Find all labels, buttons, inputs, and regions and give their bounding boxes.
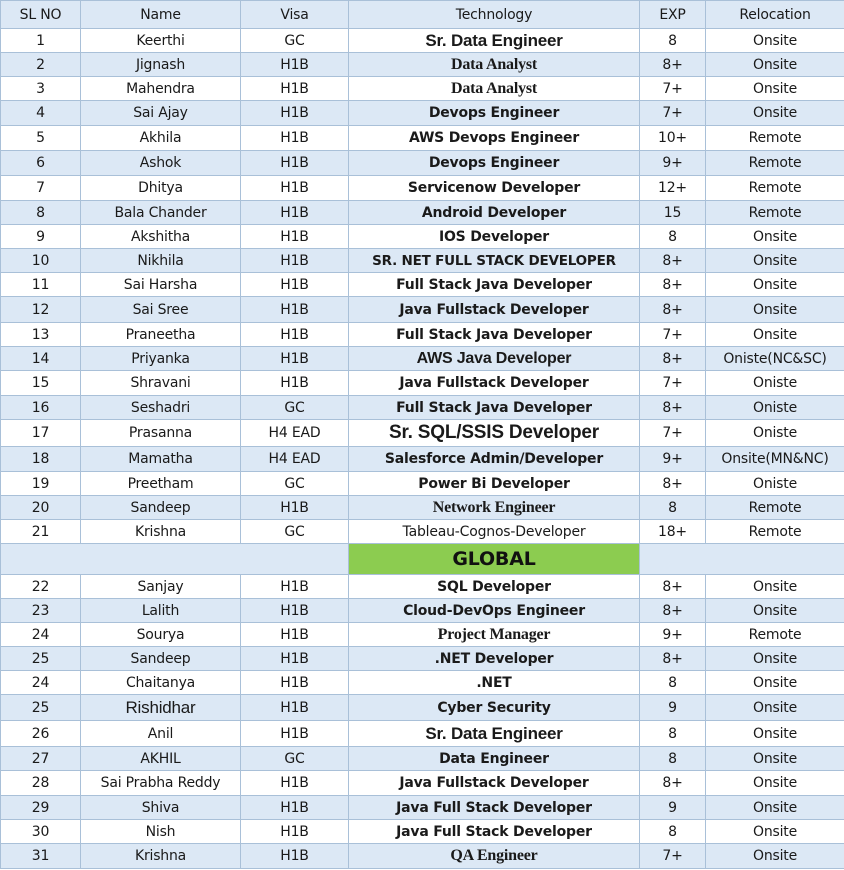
cell-exp: 7+ [640, 77, 706, 101]
cell-relocation: Onsite [706, 297, 844, 323]
cell-technology: IOS Developer [349, 225, 640, 249]
table-row [1, 201, 844, 225]
table-row [1, 249, 844, 273]
header-sl-no: SL NO [1, 1, 81, 29]
cell-exp: 8 [640, 820, 706, 844]
table-row [1, 771, 844, 796]
cell-technology: QA Engineer [349, 844, 640, 869]
header-name: Name [81, 1, 241, 29]
cell-name: Mahendra [81, 77, 241, 101]
cell-sl: 9 [1, 225, 81, 249]
cell-relocation: Onsite [706, 796, 844, 820]
cell-visa: H1B [241, 647, 349, 671]
table-row [1, 151, 844, 176]
cell-visa: H1B [241, 771, 349, 796]
cell-exp: 8 [640, 747, 706, 771]
cell-sl: 5 [1, 126, 81, 151]
cell-exp: 7+ [640, 101, 706, 126]
cell-name: Bala Chander [81, 201, 241, 225]
cell-name: Praneetha [81, 323, 241, 347]
cell-relocation: Onsite [706, 599, 844, 623]
cell-technology: Sr. Data Engineer [349, 29, 640, 53]
cell-sl: 19 [1, 472, 81, 496]
cell-relocation: Oniste [706, 420, 844, 447]
cell-sl: 13 [1, 323, 81, 347]
cell-relocation: Onsite [706, 647, 844, 671]
cell-technology: Android Developer [349, 201, 640, 225]
cell-visa: GC [241, 396, 349, 420]
cell-visa: H1B [241, 151, 349, 176]
cell-sl: 15 [1, 371, 81, 396]
cell-visa: GC [241, 747, 349, 771]
cell-exp: 12+ [640, 176, 706, 201]
header-row [1, 1, 844, 29]
cell-technology: Java Fullstack Developer [349, 771, 640, 796]
cell-technology: Java Full Stack Developer [349, 796, 640, 820]
cell-technology: Java Fullstack Developer [349, 371, 640, 396]
cell-sl: 8 [1, 201, 81, 225]
cell-technology: Cyber Security [349, 695, 640, 721]
cell-sl: 23 [1, 599, 81, 623]
cell-exp: 9 [640, 695, 706, 721]
table-row [1, 623, 844, 647]
section-spacer-right [640, 544, 844, 575]
section-label-global: GLOBAL [349, 544, 640, 575]
table-row [1, 273, 844, 297]
cell-name: Sai Harsha [81, 273, 241, 297]
cell-relocation: Onsite [706, 844, 844, 869]
cell-exp: 15 [640, 201, 706, 225]
cell-relocation: Onsite [706, 721, 844, 747]
cell-sl: 21 [1, 520, 81, 544]
cell-sl: 29 [1, 796, 81, 820]
cell-sl: 27 [1, 747, 81, 771]
cell-visa: H1B [241, 796, 349, 820]
cell-name: Mamatha [81, 447, 241, 472]
cell-relocation: Onsite [706, 671, 844, 695]
cell-sl: 3 [1, 77, 81, 101]
table-row [1, 671, 844, 695]
cell-relocation: Onsite(MN&NC) [706, 447, 844, 472]
cell-exp: 8+ [640, 347, 706, 371]
cell-relocation: Remote [706, 520, 844, 544]
cell-relocation: Remote [706, 201, 844, 225]
table-row [1, 225, 844, 249]
cell-exp: 8+ [640, 771, 706, 796]
cell-relocation: Remote [706, 496, 844, 520]
cell-exp: 8+ [640, 396, 706, 420]
cell-name: Priyanka [81, 347, 241, 371]
cell-sl: 24 [1, 671, 81, 695]
cell-sl: 18 [1, 447, 81, 472]
table-row [1, 347, 844, 371]
cell-sl: 25 [1, 647, 81, 671]
cell-technology: Power Bi Developer [349, 472, 640, 496]
cell-technology: Devops Engineer [349, 101, 640, 126]
table-row [1, 297, 844, 323]
cell-name: Preetham [81, 472, 241, 496]
cell-technology: AWS Devops Engineer [349, 126, 640, 151]
cell-sl: 1 [1, 29, 81, 53]
cell-exp: 8+ [640, 249, 706, 273]
cell-exp: 9 [640, 796, 706, 820]
table-row [1, 647, 844, 671]
cell-name: Shiva [81, 796, 241, 820]
cell-exp: 18+ [640, 520, 706, 544]
cell-visa: H1B [241, 623, 349, 647]
cell-visa: H1B [241, 844, 349, 869]
cell-name: Jignash [81, 53, 241, 77]
table-row [1, 77, 844, 101]
table-row [1, 695, 844, 721]
cell-exp: 8+ [640, 599, 706, 623]
cell-relocation: Onsite [706, 225, 844, 249]
cell-relocation: Onsite [706, 77, 844, 101]
cell-technology: Network Engineer [349, 496, 640, 520]
header-relocation: Relocation [706, 1, 844, 29]
table-row [1, 420, 844, 447]
cell-technology: Tableau-Cognos-Developer [349, 520, 640, 544]
table-row [1, 396, 844, 420]
cell-relocation: Onsite [706, 695, 844, 721]
cell-visa: H1B [241, 126, 349, 151]
cell-exp: 9+ [640, 151, 706, 176]
cell-exp: 8 [640, 721, 706, 747]
cell-name: Ashok [81, 151, 241, 176]
table-row [1, 371, 844, 396]
cell-exp: 8+ [640, 297, 706, 323]
table-row [1, 447, 844, 472]
cell-visa: GC [241, 29, 349, 53]
cell-technology: Cloud-DevOps Engineer [349, 599, 640, 623]
cell-name: Sai Prabha Reddy [81, 771, 241, 796]
cell-technology: Java Fullstack Developer [349, 297, 640, 323]
cell-technology: .NET Developer [349, 647, 640, 671]
cell-technology: Devops Engineer [349, 151, 640, 176]
cell-name: Nikhila [81, 249, 241, 273]
cell-relocation: Onsite [706, 273, 844, 297]
cell-exp: 8 [640, 496, 706, 520]
header-visa: Visa [241, 1, 349, 29]
cell-exp: 7+ [640, 371, 706, 396]
cell-sl: 12 [1, 297, 81, 323]
cell-technology: .NET [349, 671, 640, 695]
cell-name: Shravani [81, 371, 241, 396]
cell-relocation: Oniste [706, 472, 844, 496]
cell-visa: H1B [241, 599, 349, 623]
table-row [1, 721, 844, 747]
cell-relocation: Onsite [706, 771, 844, 796]
section-divider-global [1, 544, 844, 575]
cell-relocation: Onsite [706, 747, 844, 771]
cell-sl: 11 [1, 273, 81, 297]
cell-sl: 22 [1, 575, 81, 599]
cell-technology: Servicenow Developer [349, 176, 640, 201]
cell-relocation: Remote [706, 126, 844, 151]
cell-exp: 8+ [640, 53, 706, 77]
cell-technology: Data Engineer [349, 747, 640, 771]
cell-visa: H1B [241, 371, 349, 396]
cell-exp: 8+ [640, 472, 706, 496]
cell-technology: Full Stack Java Developer [349, 396, 640, 420]
cell-visa: H1B [241, 671, 349, 695]
cell-relocation: Onsite [706, 323, 844, 347]
cell-relocation: Remote [706, 151, 844, 176]
cell-visa: H1B [241, 273, 349, 297]
cell-name: Prasanna [81, 420, 241, 447]
cell-relocation: Oniste [706, 371, 844, 396]
table-row [1, 472, 844, 496]
table-row [1, 599, 844, 623]
cell-visa: H1B [241, 101, 349, 126]
cell-name: Akshitha [81, 225, 241, 249]
cell-sl: 4 [1, 101, 81, 126]
cell-relocation: Onsite [706, 575, 844, 599]
cell-exp: 10+ [640, 126, 706, 151]
cell-name: Sandeep [81, 496, 241, 520]
table-row [1, 575, 844, 599]
cell-sl: 17 [1, 420, 81, 447]
cell-sl: 31 [1, 844, 81, 869]
table-row [1, 747, 844, 771]
cell-name: Dhitya [81, 176, 241, 201]
cell-visa: H1B [241, 820, 349, 844]
cell-relocation: Remote [706, 623, 844, 647]
cell-sl: 20 [1, 496, 81, 520]
cell-sl: 16 [1, 396, 81, 420]
cell-visa: H1B [241, 695, 349, 721]
cell-technology: SR. NET FULL STACK DEVELOPER [349, 249, 640, 273]
cell-sl: 25 [1, 695, 81, 721]
table-row [1, 844, 844, 869]
cell-exp: 8 [640, 225, 706, 249]
cell-exp: 8 [640, 671, 706, 695]
cell-sl: 24 [1, 623, 81, 647]
cell-relocation: Onsite [706, 101, 844, 126]
cell-name: Sai Ajay [81, 101, 241, 126]
cell-sl: 10 [1, 249, 81, 273]
cell-relocation: Onsite [706, 249, 844, 273]
section-spacer-left [1, 544, 349, 575]
cell-exp: 8+ [640, 575, 706, 599]
cell-relocation: Onsite [706, 53, 844, 77]
cell-name: Keerthi [81, 29, 241, 53]
cell-name: Sai Sree [81, 297, 241, 323]
cell-visa: H1B [241, 347, 349, 371]
table-row [1, 796, 844, 820]
cell-visa: H1B [241, 201, 349, 225]
cell-name: Chaitanya [81, 671, 241, 695]
cell-technology: Sr. Data Engineer [349, 721, 640, 747]
cell-sl: 14 [1, 347, 81, 371]
cell-technology: Salesforce Admin/Developer [349, 447, 640, 472]
cell-visa: H4 EAD [241, 447, 349, 472]
cell-name: Sandeep [81, 647, 241, 671]
cell-visa: H1B [241, 53, 349, 77]
cell-technology: Data Analyst [349, 53, 640, 77]
cell-relocation: Onsite [706, 820, 844, 844]
cell-relocation: Oniste [706, 396, 844, 420]
cell-exp: 9+ [640, 623, 706, 647]
cell-exp: 8+ [640, 647, 706, 671]
cell-sl: 7 [1, 176, 81, 201]
cell-visa: H1B [241, 77, 349, 101]
cell-relocation: Onsite [706, 29, 844, 53]
cell-name: AKHIL [81, 747, 241, 771]
header-exp: EXP [640, 1, 706, 29]
cell-visa: GC [241, 472, 349, 496]
table-row [1, 101, 844, 126]
cell-sl: 28 [1, 771, 81, 796]
cell-exp: 7+ [640, 844, 706, 869]
table-row [1, 126, 844, 151]
cell-technology: SQL Developer [349, 575, 640, 599]
cell-name: Seshadri [81, 396, 241, 420]
cell-name: Sourya [81, 623, 241, 647]
cell-visa: H1B [241, 249, 349, 273]
cell-technology: Full Stack Java Developer [349, 323, 640, 347]
table-row [1, 820, 844, 844]
cell-name: Rishidhar [81, 695, 241, 721]
table-row [1, 53, 844, 77]
table-row [1, 323, 844, 347]
cell-sl: 2 [1, 53, 81, 77]
cell-sl: 26 [1, 721, 81, 747]
cell-visa: H1B [241, 721, 349, 747]
cell-name: Sanjay [81, 575, 241, 599]
cell-exp: 9+ [640, 447, 706, 472]
cell-technology: Java Full Stack Developer [349, 820, 640, 844]
cell-name: Anil [81, 721, 241, 747]
cell-technology: Full Stack Java Developer [349, 273, 640, 297]
cell-visa: H1B [241, 575, 349, 599]
cell-name: Krishna [81, 520, 241, 544]
cell-exp: 7+ [640, 420, 706, 447]
cell-visa: H1B [241, 297, 349, 323]
cell-name: Akhila [81, 126, 241, 151]
cell-visa: H1B [241, 176, 349, 201]
cell-name: Nish [81, 820, 241, 844]
cell-visa: H4 EAD [241, 420, 349, 447]
header-technology: Technology [349, 1, 640, 29]
cell-technology: AWS Java Developer [349, 347, 640, 371]
table-row [1, 29, 844, 53]
cell-exp: 7+ [640, 323, 706, 347]
cell-relocation: Oniste(NC&SC) [706, 347, 844, 371]
table-row [1, 496, 844, 520]
table-row [1, 520, 844, 544]
cell-technology: Sr. SQL/SSIS Developer [349, 420, 640, 447]
cell-name: Krishna [81, 844, 241, 869]
cell-visa: H1B [241, 225, 349, 249]
cell-exp: 8+ [640, 273, 706, 297]
cell-visa: H1B [241, 323, 349, 347]
cell-sl: 30 [1, 820, 81, 844]
cell-visa: GC [241, 520, 349, 544]
cell-exp: 8 [640, 29, 706, 53]
cell-relocation: Remote [706, 176, 844, 201]
cell-technology: Data Analyst [349, 77, 640, 101]
cell-name: Lalith [81, 599, 241, 623]
cell-visa: H1B [241, 496, 349, 520]
table-row [1, 176, 844, 201]
cell-sl: 6 [1, 151, 81, 176]
cell-technology: Project Manager [349, 623, 640, 647]
